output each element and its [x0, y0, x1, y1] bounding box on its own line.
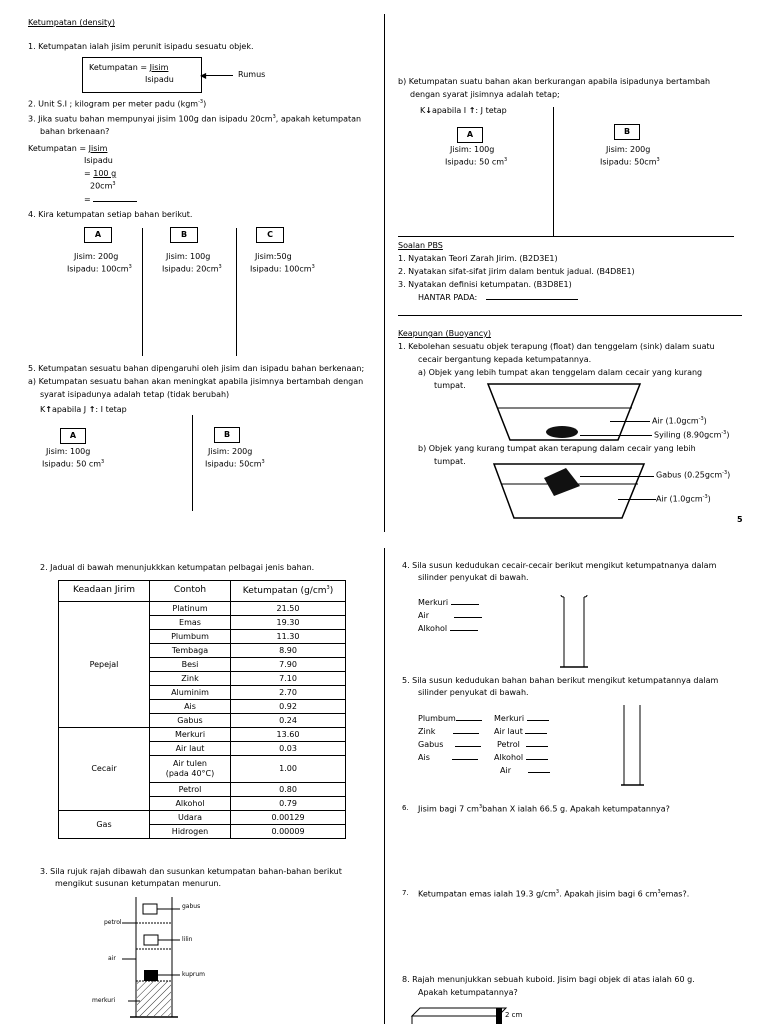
- q5-item-plumbum[interactable]: Plumbum: [418, 714, 482, 724]
- q5-item-air[interactable]: Air: [500, 766, 550, 776]
- arrow-down-icon: ↓: [425, 106, 432, 115]
- buoyancy-a: a) Objek yang lebih tumpat akan tenggelam dalam cecair yang kurang: [418, 368, 703, 377]
- q4-liquid-merkuri[interactable]: Merkuri: [418, 598, 479, 608]
- q5a-text-cont: syarat isipadunya adalah tetap (tidak berubah): [40, 390, 230, 399]
- table-row: Ais 0.92: [59, 700, 346, 714]
- calc-den: Isipadu: [84, 156, 113, 165]
- formula-box: [82, 57, 202, 93]
- density-table: [58, 580, 346, 839]
- measuring-cylinder-diagram: [100, 893, 220, 1021]
- page-divider: [384, 14, 385, 532]
- label-line: [580, 435, 652, 436]
- q4-c-isipadu: Isipadu: $100cm^3$: [250, 264, 315, 274]
- state-cell: Cecair: [59, 728, 150, 811]
- q5a-box-b: B: [214, 427, 240, 443]
- pbs-title: Soalan PBS: [398, 241, 443, 250]
- q5a-b-isipadu: Isipadu: $50cm^3$: [205, 459, 265, 469]
- section-title: Ketumpatan (density): [28, 18, 115, 27]
- floating-cork-diagram: [488, 460, 658, 522]
- q5a-b-jisim: Jisim: 200g: [208, 447, 253, 456]
- formula-den: Isipadu: [145, 75, 174, 84]
- formula-lhs: Ketumpatan =: [89, 63, 148, 72]
- q4-box-b: B: [170, 227, 198, 243]
- calc-eq2: = 100 g: [84, 169, 117, 178]
- buoyancy-text-cont: cecair bergantung kepada ketumpatannya.: [418, 355, 592, 364]
- buoyancy-title: Keapungan (Buoyancy): [398, 329, 492, 338]
- q5b-relation: K↓apabila I ↑: J tetap: [420, 106, 507, 115]
- q6-text: Jisim bagi 7 $cm^3bahan$ X ialah 66.5 g. Apakah ketumpatannya?: [418, 804, 670, 814]
- q2-text: 2. Unit S.I ; kilogram per meter padu (kgm$^{-3}$): [28, 99, 207, 109]
- q5b-text: b) Ketumpatan suatu bahan akan berkurangan apabila isipadunya bertambah: [398, 77, 711, 86]
- pbs-item: 2. Nyatakan sifat-sifat jirim dalam bentuk jadual. (B4D8E1): [398, 267, 635, 276]
- buoyancy-b-cont: tumpat.: [434, 457, 466, 466]
- divider: [398, 315, 742, 316]
- label-line: [618, 499, 656, 500]
- q5b-b-jisim: Jisim: 200g: [606, 145, 651, 154]
- table-row: Air laut 0.03: [59, 742, 346, 756]
- formula-label: Rumus: [238, 70, 266, 79]
- table-row: Emas 19.30: [59, 616, 346, 630]
- q4-a-jisim: Jisim: 200g: [74, 252, 119, 261]
- state-cell: Pepejal: [59, 602, 150, 728]
- cork-icon: [544, 468, 580, 496]
- calc-line1: Ketumpatan = Jisim: [28, 144, 108, 153]
- diagram-label-gabus: gabus: [182, 903, 201, 910]
- q4-liquid-air[interactable]: Air: [418, 611, 482, 621]
- q8-text: 8. Rajah menunjukkan sebuah kuboid. Jisim bagi objek di atas ialah 60 g.: [402, 975, 695, 984]
- table-row: Alkohol 0.79: [59, 797, 346, 811]
- q5a-a-jisim: Jisim: 100g: [46, 447, 91, 456]
- arrow-up-icon: ↑: [88, 405, 96, 414]
- formula-arrow: [205, 75, 233, 76]
- q3-sort-text-cont: mengikut susunan ketumpatan menurun.: [55, 879, 222, 888]
- calc-answer-blank[interactable]: =: [84, 195, 137, 205]
- measuring-cylinder-empty: [558, 595, 590, 670]
- q5a-relation: K↑apabila J ↑: I tetap: [40, 405, 127, 414]
- q7-number: 7.: [402, 889, 409, 897]
- q4-text: 4. Kira ketumpatan setiap bahan berikut.: [28, 210, 193, 219]
- diagram-label-kuprum: kuprum: [182, 971, 206, 978]
- q8-text-cont: Apakah ketumpatannya?: [418, 988, 518, 997]
- table-row: Petrol 0.80: [59, 783, 346, 797]
- table-header: Ketumpatan $(g/cm^3)$: [231, 581, 346, 602]
- q4-cyl-text-cont: silinder penyukat di bawah.: [418, 573, 529, 582]
- q4-b-isipadu: Isipadu: $20cm^3$: [162, 264, 222, 274]
- q4-liquid-alkohol[interactable]: Alkohol: [418, 624, 478, 634]
- q4-box-a: A: [84, 227, 112, 243]
- q5b-text-cont: dengan syarat jisimnya adalah tetap;: [410, 90, 560, 99]
- q1-text: 1. Ketumpatan ialah jisim perunit isipadu sesuatu objek.: [28, 42, 254, 51]
- q2-table-title: 2. Jadual di bawah menunjukkkan ketumpatan pelbagai jenis bahan.: [40, 563, 315, 572]
- q4-cyl-text: 4. Sila susun kedudukan cecair-cecair berikut mengikut ketumpatnanya dalam: [402, 561, 717, 570]
- pbs-submit[interactable]: HANTAR PADA:: [418, 293, 578, 303]
- buoyancy-text: 1. Kebolehan sesuatu objek terapung (float) dan tenggelam (sink) dalam suatu: [398, 342, 715, 351]
- q3-text-cont: bahan brkenaan?: [40, 127, 110, 136]
- q5-item-airlaut[interactable]: Air laut: [494, 727, 547, 737]
- q4-c-jisim: Jisim:50g: [255, 252, 292, 261]
- q5-item-merkuri[interactable]: Merkuri: [494, 714, 549, 724]
- q5a-text: a) Ketumpatan sesuatu bahan akan meningkat apabila jisimnya bertambah dengan: [28, 377, 364, 386]
- diagram-label-lilin: lilin: [182, 936, 193, 943]
- diagram-label-merkuri: merkuri: [92, 997, 116, 1004]
- q5-text: 5. Ketumpatan sesuatu bahan dipengaruhi oleh jisim dan isipadu bahan berkenaan;: [28, 364, 365, 373]
- divider: [192, 415, 193, 511]
- label-air-b: Air (1.0gcm$^{-3}$): [656, 494, 711, 504]
- table-row: Tembaga 8.90: [59, 644, 346, 658]
- table-row: Cecair Merkuri 13.60: [59, 728, 346, 742]
- label-syiling: Syiling (8.90gcm$^{-3}$): [654, 430, 730, 440]
- divider: [236, 228, 237, 356]
- label-gabus: Gabus (0.25gcm$^{-3}$): [656, 470, 731, 480]
- q5b-box-b: B: [614, 124, 640, 140]
- q5b-a-isipadu: Isipadu: 50 $cm^3$: [445, 157, 508, 167]
- coin-icon: [546, 426, 578, 438]
- label-line: [610, 421, 650, 422]
- q5-cyl-text: 5. Sila susun kedudukan bahan bahan berikut mengikut ketumpatannya dalam: [402, 676, 719, 685]
- q4-box-c: C: [256, 227, 284, 243]
- diagram-label-air: air: [108, 955, 116, 962]
- table-row: Hidrogen 0.00009: [59, 825, 346, 839]
- divider: [142, 228, 143, 356]
- q5a-a-isipadu: Isipadu: 50 $cm^3$: [42, 459, 105, 469]
- label-air: Air (1.0gcm$^{-3}$): [652, 416, 707, 426]
- q4-b-jisim: Jisim: 100g: [166, 252, 211, 261]
- q6-number: 6.: [402, 804, 409, 812]
- table-row: Aluminim 2.70: [59, 686, 346, 700]
- table-row: Plumbum 11.30: [59, 630, 346, 644]
- formula-num: Jisim: [149, 63, 169, 72]
- q5-item-gabus[interactable]: Gabus: [418, 740, 481, 750]
- q5-item-alkohol[interactable]: Alkohol: [494, 753, 548, 763]
- buoyancy-a-cont: tumpat.: [434, 381, 466, 390]
- divider: [398, 236, 734, 237]
- table-header: Contoh: [150, 581, 231, 602]
- diagram-label-petrol: petrol: [104, 919, 122, 926]
- measuring-cylinder-empty: [620, 703, 646, 787]
- table-row: Pepejal Platinum 21.50: [59, 602, 346, 616]
- pbs-item: 1. Nyatakan Teori Zarah Jirim. (B2D3E1): [398, 254, 558, 263]
- q7-text: Ketumpatan emas ialah 19.3 $g/cm^3$. Apakah jisim bagi 6 $cm^3emas$?.: [418, 889, 690, 899]
- page-divider: [384, 548, 385, 1024]
- arrow-head-icon: ◀: [200, 71, 207, 80]
- table-header: Keadaan Jirim: [59, 581, 150, 602]
- q5b-a-jisim: Jisim: 100g: [450, 145, 495, 154]
- q3-sort-text: 3. Sila rujuk rajah dibawah dan susunkan ketumpatan bahan-bahan berikut: [40, 867, 342, 876]
- q5-item-petrol[interactable]: Petrol: [497, 740, 548, 750]
- label-line: [580, 476, 654, 477]
- pbs-item: 3. Nyatakan definisi ketumpatan. (B3D8E1): [398, 280, 572, 289]
- cuboid-dimension: 2 cm: [505, 1011, 523, 1019]
- buoyancy-b: b) Objek yang kurang tumpat akan terapung dalam cecair yang lebih: [418, 444, 696, 453]
- q5-item-ais[interactable]: Ais: [418, 753, 478, 763]
- arrow-up-icon: ↑: [468, 106, 476, 115]
- table-row: Besi 7.90: [59, 658, 346, 672]
- table-row: Zink 7.10: [59, 672, 346, 686]
- table-row: Gabus 0.24: [59, 714, 346, 728]
- q5a-box-a: A: [60, 428, 86, 444]
- arrow-up-icon: ↑: [45, 405, 52, 414]
- table-row: Gas Udara 0.00129: [59, 811, 346, 825]
- divider: [553, 107, 554, 237]
- cuboid-diagram: [410, 1006, 510, 1024]
- state-cell: Gas: [59, 811, 150, 839]
- table-header-row: [59, 581, 346, 602]
- q5-cyl-text-cont: silinder penyukat di bawah.: [418, 688, 529, 697]
- q5b-box-a: A: [457, 127, 483, 143]
- q5b-b-isipadu: Isipadu: $50cm^3$: [600, 157, 660, 167]
- q3-text: 3. Jika suatu bahan mempunyai jisim 100g dan isipadu $20cm^3$, apakah ketumpatan: [28, 114, 362, 124]
- page-number: 5: [737, 515, 743, 524]
- calc-eq2-den: $20cm^3$: [90, 181, 116, 191]
- q4-a-isipadu: Isipadu: $100cm^3$: [67, 264, 132, 274]
- q5-item-zink[interactable]: Zink: [418, 727, 479, 737]
- table-row: Air tulen (pada 40°C) 1.00: [59, 756, 346, 783]
